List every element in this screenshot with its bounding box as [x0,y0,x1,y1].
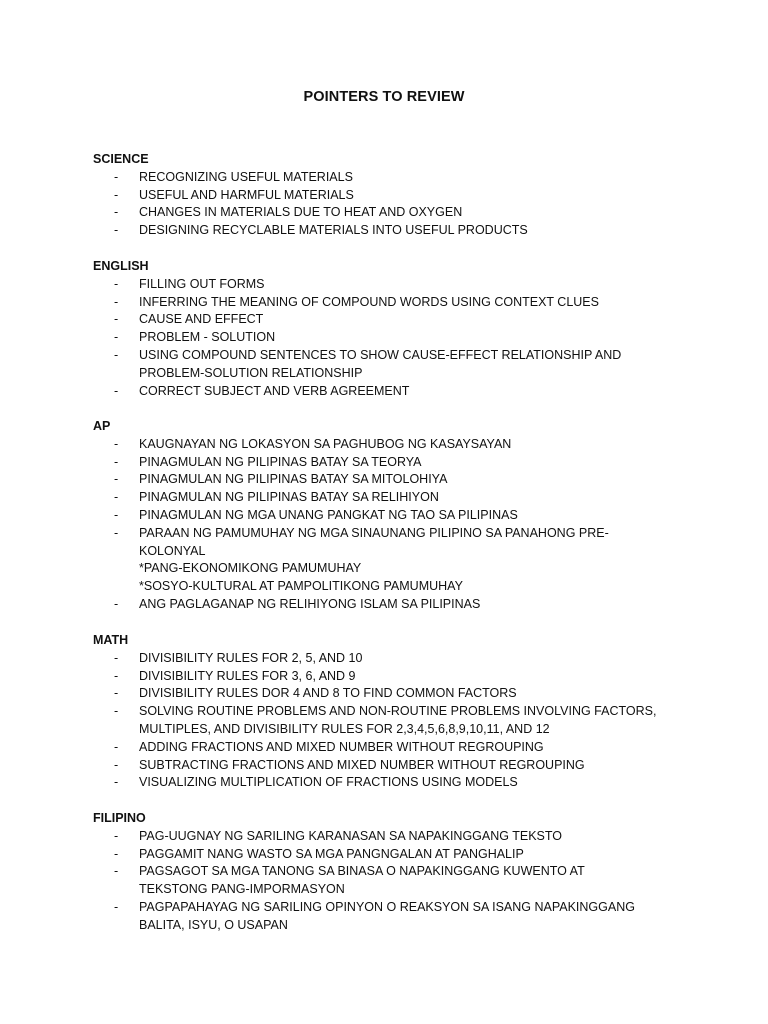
bullet-dash: - [114,436,119,451]
topic-list [93,169,693,240]
list-item-text: DIVISIBILITY RULES FOR 2, 5, AND 10 [139,650,363,665]
list-item [93,204,693,222]
list-item-text: BALITA, ISYU, O USAPAN [139,917,288,932]
bullet-dash: - [114,223,119,238]
topic-list [93,276,693,401]
list-item [93,846,693,864]
list-item [93,668,693,686]
bullet-dash: - [114,472,119,487]
list-item-text: USEFUL AND HARMFUL MATERIALS [139,187,354,202]
bullet-dash: - [114,775,119,790]
bullet-dash: - [114,490,119,505]
section-heading: MATH [93,633,129,647]
topic-list [93,828,693,935]
list-item [93,311,693,329]
list-item [93,863,693,899]
bullet-dash: - [114,668,119,683]
bullet-dash: - [114,650,119,665]
section-heading: FILIPINO [93,811,146,825]
bullet-dash: - [114,828,119,843]
section-science [93,151,693,240]
list-item-text: DIVISIBILITY RULES DOR 4 AND 8 TO FIND COMMON FACTORS [139,686,517,701]
bullet-dash: - [114,757,119,772]
list-item [93,525,693,596]
bullet-dash: - [114,846,119,861]
bullet-dash: - [114,864,119,879]
list-item [93,828,693,846]
list-item-text: SUBTRACTING FRACTIONS AND MIXED NUMBER WITHOUT REGROUPING [139,757,585,772]
list-item [93,347,693,383]
list-item-text: CAUSE AND EFFECT [139,312,264,327]
list-item-text: RECOGNIZING USEFUL MATERIALS [139,169,353,184]
list-item [93,294,693,312]
list-item-text: KOLONYAL [139,543,206,558]
bullet-dash: - [114,187,119,202]
list-item-text: USING COMPOUND SENTENCES TO SHOW CAUSE-EFFECT RELATIONSHIP AND [139,347,622,362]
list-item-text: PINAGMULAN NG MGA UNANG PANGKAT NG TAO SA PILIPINAS [139,507,518,522]
list-item-text: ADDING FRACTIONS AND MIXED NUMBER WITHOUT REGROUPING [139,739,544,754]
list-item [93,489,693,507]
section-english [93,258,693,400]
bullet-dash: - [114,899,119,914]
list-item [93,436,693,454]
list-item-text: FILLING OUT FORMS [139,276,265,291]
section-filipino [93,810,693,935]
list-item [93,383,693,401]
list-item-text: PAG-UUGNAY NG SARILING KARANASAN SA NAPAKINGGANG TEKSTO [139,828,563,843]
list-item-text: *SOSYO-KULTURAL AT PAMPOLITIKONG PAMUMUHAY [139,579,463,594]
section-math [93,632,693,792]
list-item-text: ANG PAGLAGANAP NG RELIHIYONG ISLAM SA PILIPINAS [139,596,481,611]
bullet-dash: - [114,312,119,327]
list-item [93,169,693,187]
list-item-text: *PANG-EKONOMIKONG PAMUMUHAY [139,561,362,576]
list-item [93,507,693,525]
list-item-text: KAUGNAYAN NG LOKASYON SA PAGHUBOG NG KASAYSAYAN [139,436,512,451]
list-item-text: CORRECT SUBJECT AND VERB AGREEMENT [139,383,410,398]
list-item [93,650,693,668]
list-item-text: CHANGES IN MATERIALS DUE TO HEAT AND OXYGEN [139,205,463,220]
list-item-text: TEKSTONG PANG-IMPORMASYON [139,882,345,897]
list-item [93,454,693,472]
bullet-dash: - [114,739,119,754]
bullet-dash: - [114,276,119,291]
list-item-text: DIVISIBILITY RULES FOR 3, 6, AND 9 [139,668,356,683]
bullet-dash: - [114,507,119,522]
list-item-text: INFERRING THE MEANING OF COMPOUND WORDS USING CONTEXT CLUES [139,294,599,309]
list-item-text: PINAGMULAN NG PILIPINAS BATAY SA TEORYA [139,454,422,469]
list-item [93,329,693,347]
bullet-dash: - [114,686,119,701]
list-item-text: SOLVING ROUTINE PROBLEMS AND NON-ROUTINE PROBLEMS INVOLVING FACTORS, [139,704,657,719]
list-item [93,276,693,294]
section-ap [93,418,693,614]
list-item [93,685,693,703]
list-item-text: MULTIPLES, AND DIVISIBILITY RULES FOR 2,3,4,5,6,8,9,10,11, AND 12 [139,721,550,736]
section-heading: SCIENCE [93,152,149,166]
list-item [93,757,693,775]
list-item [93,703,693,739]
list-item [93,471,693,489]
list-item [93,222,693,240]
bullet-dash: - [114,454,119,469]
list-item [93,899,693,935]
list-item [93,596,693,614]
list-item-text: PAGGAMIT NANG WASTO SA MGA PANGNGALAN AT PANGHALIP [139,846,524,861]
list-item [93,187,693,205]
bullet-dash: - [114,330,119,345]
section-heading: ENGLISH [93,259,149,273]
bullet-dash: - [114,294,119,309]
bullet-dash: - [114,525,119,540]
list-item-text: PARAAN NG PAMUMUHAY NG MGA SINAUNANG PILIPINO SA PANAHONG PRE- [139,525,609,540]
list-item [93,739,693,757]
list-item [93,774,693,792]
topic-list [93,650,693,792]
list-item-text: DESIGNING RECYCLABLE MATERIALS INTO USEFUL PRODUCTS [139,223,528,238]
list-item-text: PINAGMULAN NG PILIPINAS BATAY SA RELIHIYON [139,490,439,505]
list-item-text: VISUALIZING MULTIPLICATION OF FRACTIONS USING MODELS [139,775,518,790]
bullet-dash: - [114,596,119,611]
bullet-dash: - [114,347,119,362]
list-item-text: PROBLEM - SOLUTION [139,330,276,345]
list-item-text: PAGPAPAHAYAG NG SARILING OPINYON O REAKSYON SA ISANG NAPAKINGGANG [139,899,635,914]
list-item-text: PROBLEM-SOLUTION RELATIONSHIP [139,365,363,380]
topic-list [93,436,693,614]
bullet-dash: - [114,205,119,220]
bullet-dash: - [114,169,119,184]
list-item-text: PAGSAGOT SA MGA TANONG SA BINASA O NAPAKINGGANG KUWENTO AT [139,864,585,879]
bullet-dash: - [114,704,119,719]
section-heading: AP [93,419,111,433]
list-item-text: PINAGMULAN NG PILIPINAS BATAY SA MITOLOHIYA [139,472,448,487]
page-title: POINTERS TO REVIEW [303,89,465,105]
bullet-dash: - [114,383,119,398]
